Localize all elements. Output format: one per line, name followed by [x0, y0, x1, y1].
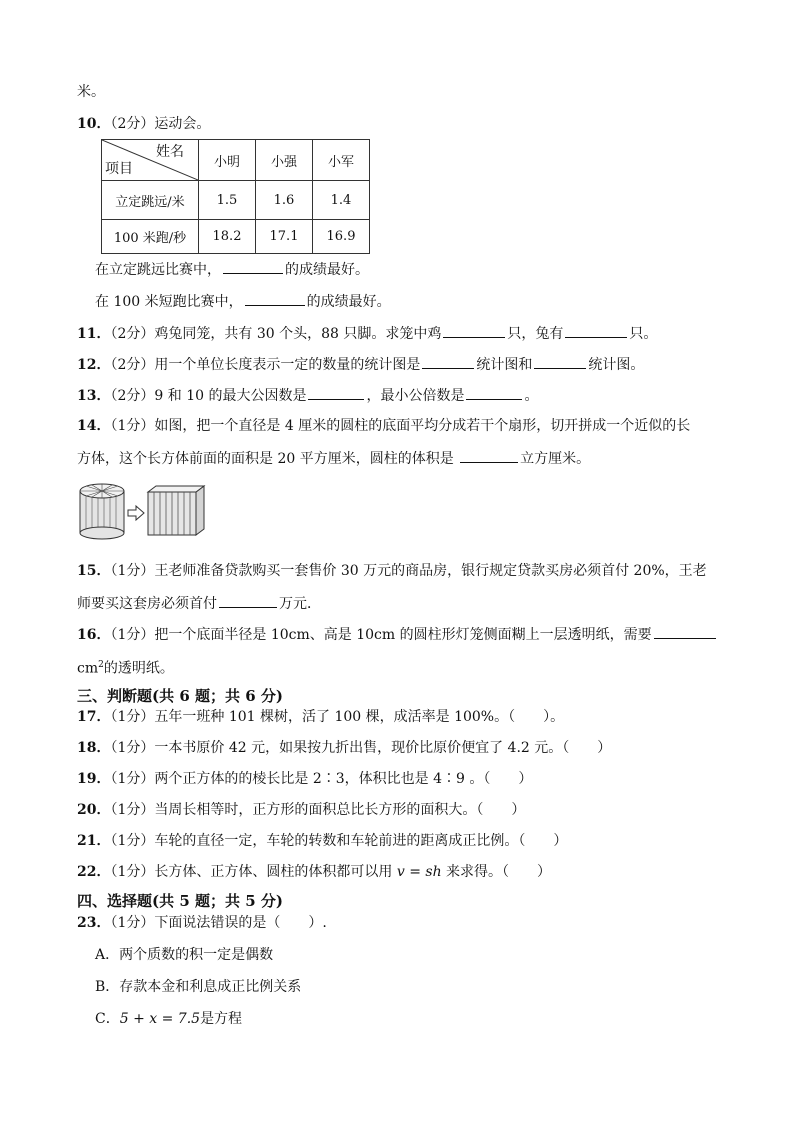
option-c[interactable] [95, 1009, 242, 1029]
question-number: 14． [77, 418, 111, 434]
option-a[interactable]: A．两个质数的积一定是偶数 [95, 947, 274, 963]
question-15-cont [77, 593, 321, 614]
question-23 [77, 913, 327, 933]
table-cell: 1.6 [256, 181, 313, 220]
question-10 [77, 114, 210, 134]
table-cell: 18.2 [199, 220, 256, 254]
question-17 [77, 707, 564, 727]
question-21 [77, 831, 567, 851]
answer-blank[interactable] [219, 593, 277, 608]
answer-blank[interactable] [443, 323, 505, 338]
text: 统计图和 [476, 357, 533, 373]
question-14-cont [77, 448, 590, 469]
unit-exponent: 2 [98, 660, 104, 670]
table-cell: 1.4 [313, 181, 370, 220]
question-number: 15． [77, 563, 111, 579]
prev-question-tail: 米。 [77, 84, 105, 100]
table-row [102, 181, 370, 220]
q10-line-2 [95, 291, 391, 312]
question-number: 18． [77, 740, 111, 756]
option-label: C． [95, 1011, 120, 1027]
question-15 [77, 561, 707, 581]
question-13 [77, 385, 538, 406]
question-12 [77, 354, 644, 375]
text: （1分）一本书原价 42 元，如果按九折出售，现价比原价便宜了 4.2 元。（ ） [110, 740, 612, 756]
section-title-choice: 四、选择题(共 5 题；共 5 分) [77, 892, 283, 910]
text: 统计图。 [588, 357, 645, 373]
text: 的成绩最好。 [306, 294, 391, 310]
question-number: 19． [77, 771, 111, 787]
question-number: 11． [77, 326, 111, 342]
text: 。 [524, 388, 539, 404]
answer-blank[interactable] [460, 448, 518, 463]
answer-blank[interactable] [534, 354, 586, 369]
question-number: 17． [77, 709, 111, 725]
text: （1分）两个正方体的的棱长比是 2∶3，体积比也是 4∶9 。（ ） [110, 771, 533, 787]
answer-blank[interactable] [654, 624, 716, 639]
question-14 [77, 416, 690, 436]
text: 立方厘米。 [520, 451, 591, 467]
unit: cm [77, 660, 99, 677]
question-number: 10． [77, 116, 111, 132]
text: （1分）王老师准备贷款购买一套售价 30 万元的商品房，银行规定贷款买房必须首付 20%，王老 [110, 563, 707, 579]
cylinder-illustration [80, 484, 124, 539]
answer-blank[interactable] [422, 354, 474, 369]
sports-table [101, 139, 370, 254]
question-20 [77, 800, 525, 820]
answer-blank[interactable] [565, 323, 627, 338]
answer-blank[interactable] [223, 259, 283, 274]
row-label: 100 米跑/秒 [102, 220, 199, 254]
text: （1分）车轮的直径一定，车轮的转数和车轮前进的距离成正比例。（ ） [110, 833, 568, 849]
text: （1分）长方体、正方体、圆柱的体积都可以用 [110, 864, 397, 880]
corner-bottom-label: 项目 [105, 161, 133, 177]
answer-blank[interactable] [245, 291, 305, 306]
answer-blank[interactable] [308, 385, 364, 400]
text: 万元． [279, 596, 321, 612]
cuboid-illustration [148, 486, 204, 535]
text: （2分）9 和 10 的最大公因数是 [110, 388, 307, 404]
question-text: （2分）运动会。 [110, 116, 211, 132]
table-row [102, 220, 370, 254]
text: 在 100 米短跑比赛中， [95, 294, 243, 310]
option-b[interactable]: B．存款本金和利息成正比例关系 [95, 979, 302, 995]
cylinder-cut-figure [78, 480, 208, 540]
text: 方体，这个长方体前面的面积是 20 平方厘米，圆柱的体积是 [77, 451, 459, 467]
table-cell: 16.9 [313, 220, 370, 254]
answer-blank[interactable] [466, 385, 522, 400]
question-16 [77, 624, 718, 645]
text: 只，兔有 [507, 326, 564, 342]
corner-top-label: 姓名 [156, 144, 184, 160]
question-22 [77, 862, 551, 882]
text: （1分）如图，把一个直径是 4 厘米的圆柱的底面平均分成若干个扇形，切开拼成一个近似的长 [110, 418, 691, 434]
table-cell: 1.5 [199, 181, 256, 220]
formula: v = sh [396, 864, 442, 880]
text: （1分）五年一班种 101 棵树，活了 100 棵，成活率是 100%。（ ）。 [110, 709, 565, 725]
text: 只。 [629, 326, 658, 342]
question-number: 16． [77, 627, 111, 643]
text: （1分）把一个底面半径是 10cm、高是 10cm 的圆柱形灯笼侧面糊上一层透明纸，需要 [110, 627, 652, 643]
question-19 [77, 769, 532, 789]
text: （2分）用一个单位长度表示一定的数量的统计图是 [110, 357, 421, 373]
header-name: 小强 [256, 140, 313, 181]
question-16-cont [77, 655, 174, 679]
question-number: 20． [77, 802, 111, 818]
formula: 5 + x = 7.5 [119, 1011, 201, 1027]
question-number: 22． [77, 864, 111, 880]
table-cell: 17.1 [256, 220, 313, 254]
header-name: 小明 [199, 140, 256, 181]
text: （1分）下面说法错误的是（ ）. [110, 915, 327, 931]
text: （1分）当周长相等时，正方形的面积总比长方形的面积大。（ ） [110, 802, 526, 818]
text: ，最小公倍数是 [366, 388, 465, 404]
text: 的透明纸。 [103, 660, 174, 677]
text: （2分）鸡兔同笼，共有 30 个头，88 只脚。求笼中鸡 [110, 326, 442, 342]
table-corner [102, 140, 199, 181]
text: 来求得。（ ） [441, 864, 552, 880]
header-name: 小军 [313, 140, 370, 181]
text: 的成绩最好。 [285, 262, 369, 278]
section-title-judgement: 三、判断题(共 6 题；共 6 分) [77, 687, 283, 705]
question-18 [77, 738, 611, 758]
question-11 [77, 323, 657, 344]
text: 是方程 [200, 1011, 243, 1027]
text: 师要买这套房必须首付 [77, 596, 217, 612]
row-label: 立定跳远/米 [102, 181, 199, 220]
question-number: 13． [77, 388, 111, 404]
arrow-icon [128, 506, 144, 520]
question-number: 23． [77, 915, 111, 931]
question-number: 21． [77, 833, 111, 849]
text: 在立定跳远比赛中， [95, 262, 221, 278]
question-number: 12． [77, 357, 111, 373]
q10-line-1 [95, 259, 369, 280]
